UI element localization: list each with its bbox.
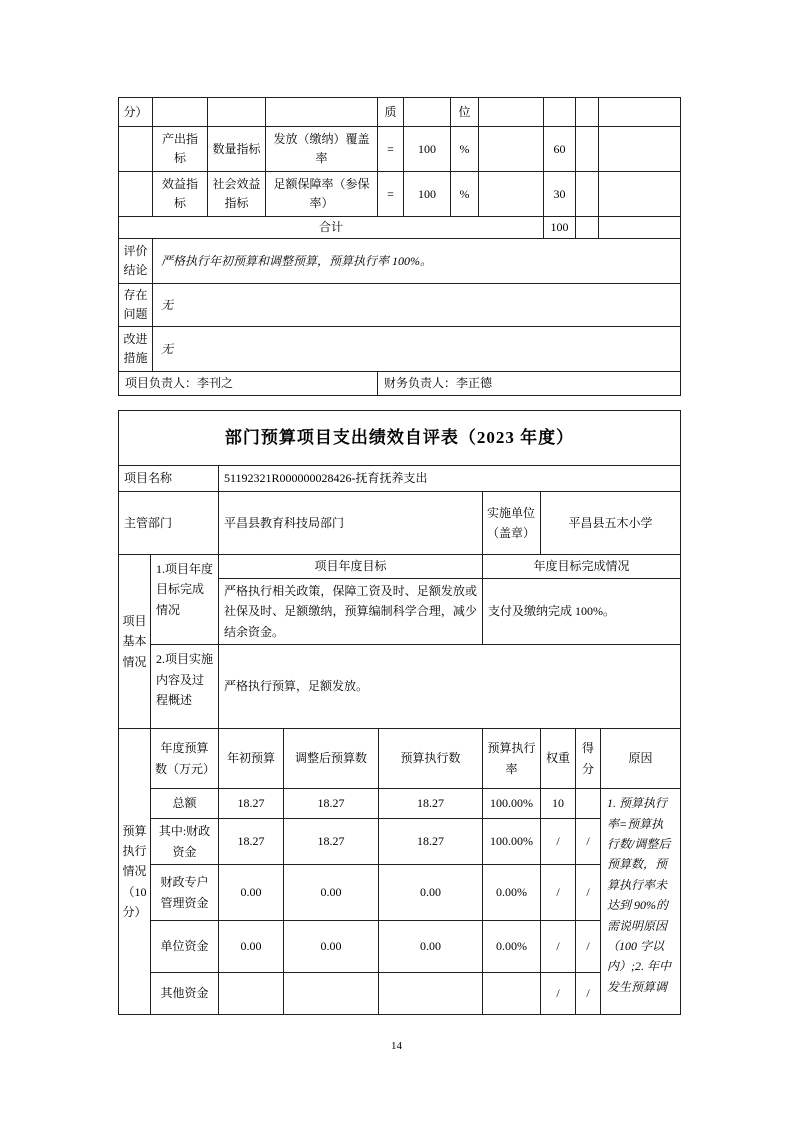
empty-cell — [479, 172, 544, 217]
budget-executed — [379, 973, 483, 1015]
indicator-unit: % — [451, 127, 479, 172]
budget-adjusted: 18.27 — [284, 819, 379, 865]
project-name-row — [119, 466, 681, 492]
budget-row-total — [119, 789, 681, 819]
improvements-label: 改进措施 — [119, 327, 153, 372]
goal-header: 项目年度目标 — [219, 555, 483, 579]
page-number: 14 — [391, 1040, 402, 1052]
reason-text: 1. 预算执行率=预算执行数/调整后预算数，预算执行率未达到 90%的需说明原因（100 字以内）;2. 年中发生预算调 — [601, 789, 681, 1015]
problems-label: 存在问题 — [119, 284, 153, 327]
basic-info-label: 项目基本情况 — [119, 555, 151, 729]
indicator-score: 60 — [544, 127, 576, 172]
budget-header-annual: 年度预算数（万元） — [151, 729, 219, 789]
implementing-unit-value: 平昌县五木小学 — [541, 492, 681, 555]
indicator-category: 产出指标 — [153, 127, 208, 172]
department-value: 平昌县教育科技局部门 — [219, 492, 483, 555]
indicator-operator: = — [378, 172, 404, 217]
implementing-unit-label: 实施单位（盖章） — [483, 492, 541, 555]
empty-cell — [599, 172, 681, 217]
budget-rate: 0.00% — [483, 865, 541, 921]
indicator-value: 100 — [404, 172, 451, 217]
table-title: 部门预算项目支出绩效自评表（2023 年度） — [119, 411, 681, 466]
score-fragment-cell: 分） — [119, 98, 153, 127]
budget-adjusted: 18.27 — [284, 789, 379, 819]
budget-header-score: 得分 — [576, 729, 601, 789]
unit-fragment-cell: 位 — [451, 98, 479, 127]
budget-header-adjusted: 调整后预算数 — [284, 729, 379, 789]
budget-score: / — [576, 865, 601, 921]
indicator-category: 效益指标 — [153, 172, 208, 217]
indicator-type: 数量指标 — [208, 127, 266, 172]
indicator-name: 足额保障率（参保率） — [266, 172, 378, 217]
budget-score: / — [576, 819, 601, 865]
responsible-row — [119, 372, 681, 396]
budget-weight: / — [541, 819, 576, 865]
indicator-table-continued — [118, 97, 681, 396]
budget-row-label: 其他资金 — [151, 973, 219, 1015]
conclusion-row — [119, 239, 681, 284]
budget-rate — [483, 973, 541, 1015]
indicator-unit: % — [451, 172, 479, 217]
budget-initial: 18.27 — [219, 819, 284, 865]
budget-rate: 0.00% — [483, 921, 541, 973]
budget-row-fiscal — [119, 819, 681, 865]
budget-weight: 10 — [541, 789, 576, 819]
project-name-label: 项目名称 — [119, 466, 219, 492]
budget-row-unit-funds — [119, 921, 681, 973]
budget-initial: 0.00 — [219, 865, 284, 921]
empty-cell — [599, 127, 681, 172]
goal-section-label: 1.项目年度目标完成情况 — [151, 555, 219, 645]
budget-score: / — [576, 973, 601, 1015]
department-row — [119, 492, 681, 555]
budget-weight: / — [541, 865, 576, 921]
indicator-score: 30 — [544, 172, 576, 217]
budget-adjusted: 0.00 — [284, 865, 379, 921]
empty-cell — [479, 127, 544, 172]
empty-cell — [576, 127, 599, 172]
project-manager: 项目负责人：李刊之 — [119, 372, 378, 396]
budget-executed: 0.00 — [379, 921, 483, 973]
goal-done-header: 年度目标完成情况 — [483, 555, 681, 579]
budget-row-label: 财政专户管理资金 — [151, 865, 219, 921]
budget-row-label: 其中:财政资金 — [151, 819, 219, 865]
goal-header-row — [119, 555, 681, 579]
empty-cell — [576, 217, 599, 239]
budget-section-label: 预算执行情况（10 分） — [119, 729, 151, 1015]
empty-cell — [153, 98, 208, 127]
goal-text: 严格执行相关政策，保障工资及时、足额发放或社保及时、足额缴纳，预算编制科学合理，减少结余资金。 — [219, 579, 483, 645]
problems-text: 无 — [153, 284, 681, 327]
budget-initial: 18.27 — [219, 789, 284, 819]
budget-initial: 0.00 — [219, 921, 284, 973]
empty-cell — [404, 98, 451, 127]
budget-header-rate: 预算执行率 — [483, 729, 541, 789]
budget-row-label: 总额 — [151, 789, 219, 819]
benefit-indicator-row — [119, 172, 681, 217]
budget-header-reason: 原因 — [601, 729, 681, 789]
project-name-value: 51192321R000000028426-抚育抚养支出 — [219, 466, 681, 492]
total-label: 合计 — [119, 217, 544, 239]
budget-adjusted: 0.00 — [284, 921, 379, 973]
budget-executed: 18.27 — [379, 819, 483, 865]
output-indicator-row — [119, 127, 681, 172]
budget-header-initial: 年初预算 — [219, 729, 284, 789]
budget-header-weight: 权重 — [541, 729, 576, 789]
budget-initial — [219, 973, 284, 1015]
empty-cell — [576, 172, 599, 217]
empty-cell — [119, 172, 153, 217]
empty-cell — [544, 98, 576, 127]
indicator-value: 100 — [404, 127, 451, 172]
budget-row-other-funds — [119, 973, 681, 1015]
budget-weight: / — [541, 921, 576, 973]
budget-weight: / — [541, 973, 576, 1015]
indicator-name: 发放（缴纳）覆盖率 — [266, 127, 378, 172]
empty-cell — [208, 98, 266, 127]
improvements-text: 无 — [153, 327, 681, 372]
budget-executed: 0.00 — [379, 865, 483, 921]
empty-cell — [266, 98, 378, 127]
department-label: 主管部门 — [119, 492, 219, 555]
self-evaluation-table — [118, 410, 681, 1015]
partial-header-row — [119, 98, 681, 127]
budget-row-special-account — [119, 865, 681, 921]
indicator-type: 社会效益指标 — [208, 172, 266, 217]
goal-done-text: 支付及缴纳完成 100%。 — [483, 579, 681, 645]
total-row — [119, 217, 681, 239]
problems-row — [119, 284, 681, 327]
implementation-row — [119, 645, 681, 729]
implementation-label: 2.项目实施内容及过程概述 — [151, 645, 219, 729]
budget-rate: 100.00% — [483, 789, 541, 819]
title-row — [119, 411, 681, 466]
conclusion-label: 评价结论 — [119, 239, 153, 284]
empty-cell — [479, 98, 544, 127]
budget-header-row — [119, 729, 681, 789]
budget-row-label: 单位资金 — [151, 921, 219, 973]
conclusion-text: 严格执行年初预算和调整预算，预算执行率 100%。 — [153, 239, 681, 284]
budget-header-executed: 预算执行数 — [379, 729, 483, 789]
budget-score — [576, 789, 601, 819]
empty-cell — [119, 127, 153, 172]
empty-cell — [576, 98, 599, 127]
finance-manager: 财务负责人：李正德 — [378, 372, 681, 396]
empty-cell — [599, 98, 681, 127]
implementation-text: 严格执行预算，足额发放。 — [219, 645, 681, 729]
empty-cell — [599, 217, 681, 239]
quality-fragment-cell: 质 — [378, 98, 404, 127]
budget-executed: 18.27 — [379, 789, 483, 819]
total-score: 100 — [544, 217, 576, 239]
indicator-operator: = — [378, 127, 404, 172]
budget-rate: 100.00% — [483, 819, 541, 865]
budget-score: / — [576, 921, 601, 973]
improvements-row — [119, 327, 681, 372]
budget-adjusted — [284, 973, 379, 1015]
